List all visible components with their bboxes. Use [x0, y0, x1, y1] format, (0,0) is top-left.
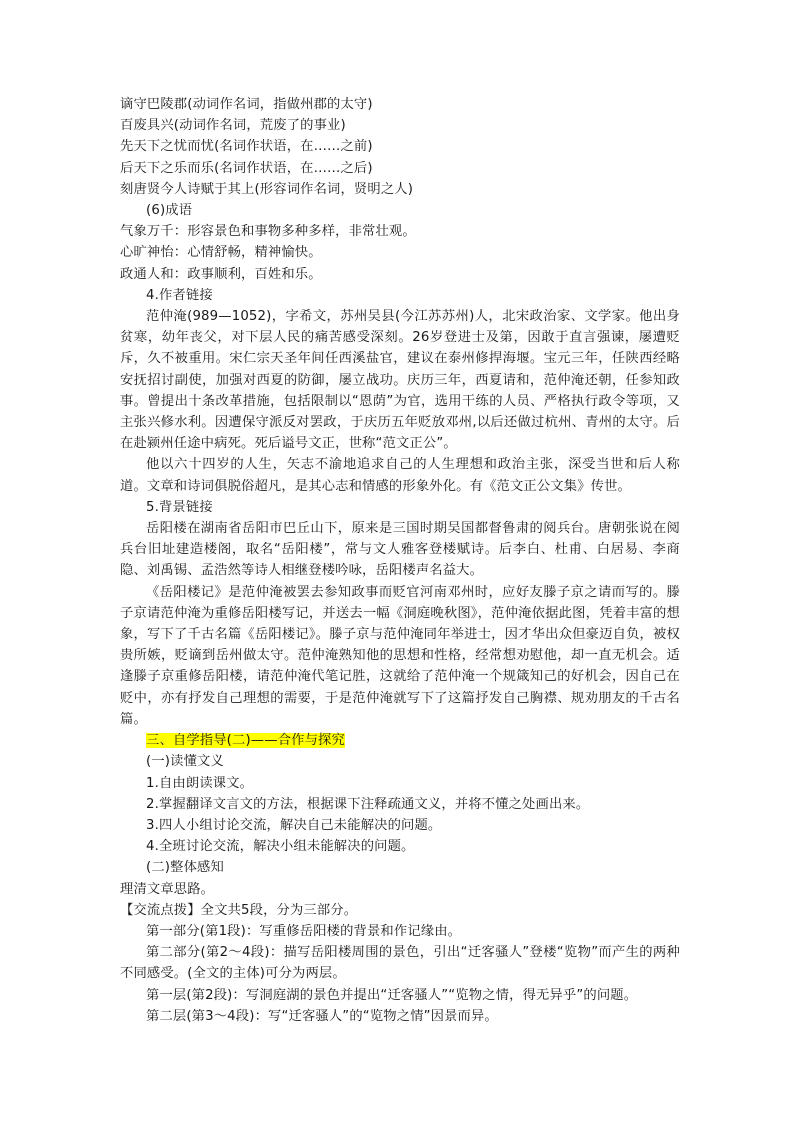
- section-heading-author: 4.作者链接: [146, 287, 213, 303]
- background-paragraph-2: 《岳阳楼记》是范仲淹被罢去参知政事而贬官河南邓州时，应好友滕子京之请而写的。滕子京请范仲淹为重修岳阳楼写记，并送去一幅《洞庭晚秋图》，范仲淹依据此图，凭着丰富的想象，写下了千古名篇《岳阳楼记》。滕子京与范仲淹同年举进士，因才华出众但豪迈自负，被权贵所嫉，贬谪到岳州做太守。范仲淹熟知他的思想和性格，经常想劝慰他，却一直无机会。适逢滕子京重修岳阳楼，请范仲淹代笔记胜，这就给了范仲淹一个规箴知己的好机会，因自己在贬中，亦有抒发自己理想的需要，于是范仲淹就写下了这篇抒发自己胸襟、规劝朋友的千古名篇。: [120, 584, 680, 727]
- author-paragraph-2: 他以六十四岁的人生，矢志不渝地追求自己的人生理想和政治主张，深受当世和后人称道。文章和诗词俱脱俗超凡，是其心志和情感的形象外化。有《范文正公文集》传世。: [120, 457, 680, 494]
- idiom-item: 政通人和：政事顺利，百姓和乐。: [120, 266, 322, 282]
- part-1: 第一部分(第1段)：写重修岳阳楼的背景和作记缘由。: [146, 923, 462, 939]
- layer-2: 第二层(第3～4段)：写“迁客骚人”的“览物之情”因景而异。: [146, 1008, 498, 1024]
- list-item: 1.自由朗读课文。: [146, 775, 254, 791]
- idiom-item: 气象万千：形容景色和事物多种多样，非常壮观。: [120, 224, 416, 240]
- list-item: 2.掌握翻译文言文的方法，根据课下注释疏通文义，并将不懂之处画出来。: [146, 796, 590, 812]
- subheading-reading: (一)读懂文义: [146, 754, 224, 770]
- text-line: 先天下之忧而忧(名词作状语，在……之前): [120, 139, 373, 155]
- exchange-line: 【交流点拨】全文共5段，分为三部分。: [120, 902, 358, 918]
- text-line: 谪守巴陵郡(动词作名词，指做州郡的太守): [120, 97, 373, 112]
- text-line: 百废具兴(动词作名词，荒废了的事业): [120, 118, 346, 134]
- list-item: 4.全班讨论交流，解决小组未能解决的问题。: [146, 839, 415, 855]
- part-2: 第二部分(第2～4段)：描写岳阳楼周围的景色，引出“迁客骚人”登楼“览物”而产生的两种不同感受。(全文的主体)可分为两层。: [120, 945, 680, 982]
- text-line: 理清文章思路。: [120, 881, 215, 897]
- subheading-overall: (二)整体感知: [146, 860, 224, 876]
- text-line: 后天下之乐而乐(名词作状语，在……之后): [120, 160, 373, 176]
- document-page: [120, 94, 680, 1027]
- text-line: 刻唐贤今人诗赋于其上(形容词作名词，贤明之人): [120, 181, 414, 197]
- author-paragraph-1: 范仲淹(989—1052)，字希文，苏州吴县(今江苏苏州)人，北宋政治家、文学家。他出身贫寒，幼年丧父，对下层人民的痛苦感受深刻。26岁登进士及第，因敢于直言强谏，屡遭贬斥，久不被重用。宋仁宗天圣年间任西溪盐官，建议在泰州修捍海堰。宝元三年，任陕西经略安抚招讨副使，加强对西夏的防御，屡立战功。庆历三年，西夏请和，范仲淹还朝，任参知政事。曾提出十条改革措施，包括限制以“恩荫”为官，选用干练的人员、严格执行政令等项，又主张兴修水利。因遭保守派反对罢政，于庆历五年贬放邓州,以后还做过杭州、青州的太守。后在赴颍州任途中病死。死后谥号文正，世称“范文正公”。: [120, 309, 680, 452]
- section-heading-3: [120, 730, 680, 751]
- section-heading-idioms: (6)成语: [146, 203, 193, 219]
- layer-1: 第一层(第2段)：写洞庭湖的景色并提出“迁客骚人”“览物之情，得无异乎”的问题。: [146, 987, 638, 1003]
- highlighted-heading: 三、自学指导(二)——合作与探究: [146, 733, 345, 749]
- background-paragraph-1: 岳阳楼在湖南省岳阳市巴丘山下，原来是三国时期吴国都督鲁肃的阅兵台。唐朝张说在阅兵台旧址建造楼阁，取名“岳阳楼”，常与文人雅客登楼赋诗。后李白、杜甫、白居易、李商隐、刘禹锡、孟浩然等诗人相继登楼吟咏，岳阳楼声名益大。: [120, 521, 680, 579]
- list-item: 3.四人小组讨论交流，解决自己未能解决的问题。: [146, 817, 442, 833]
- section-heading-background: 5.背景链接: [146, 499, 213, 515]
- idiom-item: 心旷神怡：心情舒畅，精神愉快。: [120, 245, 322, 261]
